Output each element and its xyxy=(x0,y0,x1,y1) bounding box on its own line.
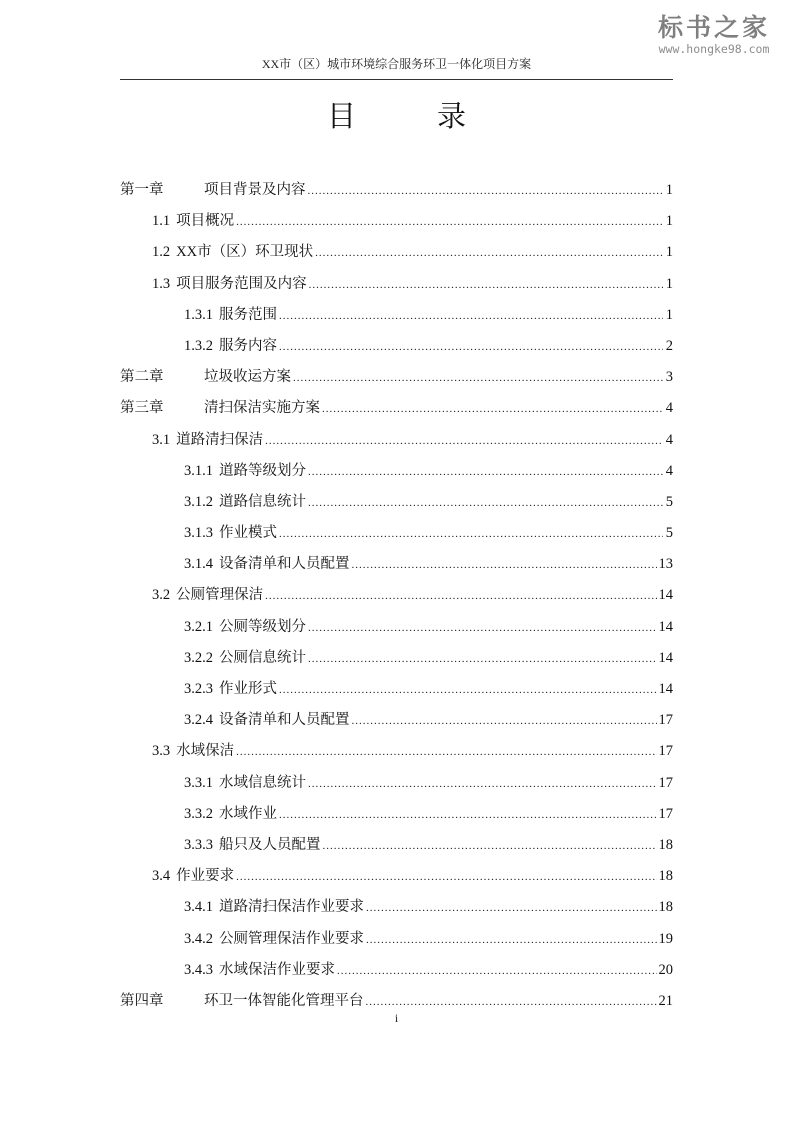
toc-entry-number: 3.2 xyxy=(152,587,171,604)
toc-entry[interactable] xyxy=(120,300,673,331)
toc-entry-page: 1 xyxy=(665,182,673,198)
toc-entry[interactable] xyxy=(120,393,673,424)
toc-entry[interactable] xyxy=(120,643,673,674)
watermark-logo xyxy=(649,14,779,56)
toc-entry-page: 13 xyxy=(658,556,673,573)
toc-entry[interactable] xyxy=(120,487,673,518)
toc-entry-title: 项目背景及内容 xyxy=(204,182,306,198)
toc-entry-title: 水域保洁作业要求 xyxy=(219,961,335,978)
toc-dot-leader xyxy=(308,769,657,800)
toc-entry-number: 3.3.1 xyxy=(184,774,213,791)
header-rule xyxy=(120,79,673,80)
toc-entry[interactable] xyxy=(120,362,673,393)
toc-dot-leader xyxy=(323,831,657,862)
toc-entry[interactable] xyxy=(120,861,673,892)
toc-dot-leader xyxy=(337,956,657,987)
toc-entry[interactable] xyxy=(120,705,673,736)
toc-entry[interactable] xyxy=(120,237,673,268)
toc-entry-number: 第二章 xyxy=(120,369,164,386)
toc-entry-title: 道路清扫保洁 xyxy=(176,431,264,448)
toc-dot-leader xyxy=(308,644,657,675)
toc-entry[interactable] xyxy=(120,892,673,923)
toc-entry-title: 项目服务范围及内容 xyxy=(176,275,307,292)
toc-dot-leader xyxy=(279,800,657,831)
toc-entry[interactable] xyxy=(120,674,673,705)
toc-entry-page: 19 xyxy=(658,930,673,947)
toc-entry[interactable] xyxy=(120,549,673,580)
toc-entry-number: 1.3.1 xyxy=(184,306,213,323)
toc-entry-title: 服务范围 xyxy=(219,306,277,323)
toc-entry-page: 1 xyxy=(665,306,673,323)
toc-entry-title: 垃圾收运方案 xyxy=(204,369,291,386)
toc-dot-leader xyxy=(309,270,663,301)
toc-entry-number: 3.4.2 xyxy=(184,930,213,947)
toc-entry-number: 3.4 xyxy=(152,868,171,885)
toc-dot-leader xyxy=(352,550,657,581)
toc-entry-page: 14 xyxy=(658,681,673,697)
toc-entry-number: 1.1 xyxy=(152,213,171,230)
toc-entry-title: 设备清单和人员配置 xyxy=(219,556,350,573)
toc-entry-title: 道路等级划分 xyxy=(219,462,306,479)
toc-dot-leader xyxy=(293,363,663,394)
toc-entry[interactable] xyxy=(120,955,673,986)
toc-entry-number: 3.4.3 xyxy=(184,961,213,978)
toc-dot-leader xyxy=(315,238,663,269)
running-header: XX市（区）城市环境综合服务环卫一体化项目方案 xyxy=(261,57,532,71)
toc-entry-page: 21 xyxy=(658,992,673,1009)
toc-dot-leader xyxy=(308,457,663,488)
toc-dot-leader xyxy=(279,519,663,550)
toc-entry-title: 环卫一体智能化管理平台 xyxy=(204,992,364,1009)
toc-dot-leader xyxy=(308,176,664,207)
toc-entry[interactable] xyxy=(120,206,673,237)
toc-entry-title: 道路清扫保洁作业要求 xyxy=(219,899,364,916)
toc-entry-title: 水域作业 xyxy=(219,805,277,822)
toc-dot-leader xyxy=(236,207,663,238)
toc-dot-leader xyxy=(366,893,657,924)
toc-entry-page: 14 xyxy=(658,587,673,604)
toc-entry-page: 4 xyxy=(665,400,673,417)
toc-entry-page: 17 xyxy=(658,743,673,760)
toc-entry[interactable] xyxy=(120,580,673,611)
watermark-name: 标书之家 xyxy=(657,13,770,42)
toc-dot-leader xyxy=(236,737,656,768)
toc-entry-page: 1 xyxy=(665,213,673,230)
toc-entry-title: XX市（区）环卫现状 xyxy=(176,244,314,261)
toc-dot-leader xyxy=(366,925,657,956)
toc-dot-leader xyxy=(308,488,663,519)
toc-entry-number: 第四章 xyxy=(120,992,164,1009)
toc-dot-leader xyxy=(322,394,663,425)
toc-entry[interactable] xyxy=(120,924,673,955)
toc-entry-number: 3.1.3 xyxy=(184,525,213,542)
toc-entry-page: 18 xyxy=(658,836,673,853)
toc-dot-leader xyxy=(265,581,656,612)
toc-entry-page: 1 xyxy=(665,275,673,292)
toc-entry-title: 作业形式 xyxy=(219,681,277,697)
toc-dot-leader xyxy=(308,613,657,644)
toc-entry-title: 公厕信息统计 xyxy=(219,649,306,666)
toc-entry-title: 船只及人员配置 xyxy=(219,836,321,853)
toc-entry-number: 3.1.2 xyxy=(184,493,213,510)
toc-entry-number: 第三章 xyxy=(120,400,164,417)
toc-entry-number: 3.2.1 xyxy=(184,618,213,635)
toc-entry-number: 3.2.4 xyxy=(184,712,213,729)
watermark-url: www.hongke98.com xyxy=(658,42,770,56)
toc-entry-title: 公厕管理保洁作业要求 xyxy=(219,930,364,947)
toc-entry[interactable] xyxy=(120,736,673,767)
toc-dot-leader xyxy=(279,301,663,332)
toc-entry-page: 5 xyxy=(665,493,673,510)
toc-entry[interactable] xyxy=(120,175,673,206)
toc-dot-leader xyxy=(352,706,657,737)
toc-entry-page: 14 xyxy=(658,618,673,635)
page-number: i xyxy=(394,1011,399,1025)
toc-entry-title: 公厕等级划分 xyxy=(219,618,306,635)
toc-entry-page: 14 xyxy=(658,649,673,666)
toc-entry-page: 1 xyxy=(665,244,673,261)
toc-entry-number: 3.2.2 xyxy=(184,649,213,666)
toc-entry-page: 17 xyxy=(658,774,673,791)
toc-entry[interactable] xyxy=(120,456,673,487)
toc-entry-page: 4 xyxy=(665,462,673,479)
toc-entry[interactable] xyxy=(120,425,673,456)
toc-entry-title: 道路信息统计 xyxy=(219,493,306,510)
toc-dot-leader xyxy=(265,426,663,457)
toc-entry-page: 17 xyxy=(658,712,673,729)
toc-entry-number: 第一章 xyxy=(120,182,164,198)
toc-entry-title: 项目概况 xyxy=(176,213,235,230)
toc-entry-number: 1.2 xyxy=(152,244,171,261)
toc-entry-title: 作业模式 xyxy=(219,525,277,542)
toc-entry-number: 3.3.3 xyxy=(184,836,213,853)
toc-dot-leader xyxy=(236,862,656,893)
toc-entry-page: 4 xyxy=(665,431,673,448)
toc-title: 目 录 xyxy=(326,99,492,133)
toc-entry-number: 1.3.2 xyxy=(184,337,213,354)
toc-dot-leader xyxy=(279,332,663,363)
toc-entry[interactable] xyxy=(120,612,673,643)
toc-entry-title: 水域保洁 xyxy=(176,743,235,760)
toc-entry-title: 服务内容 xyxy=(219,337,277,354)
toc-entry-page: 20 xyxy=(658,961,673,978)
toc-entry-page: 18 xyxy=(658,868,673,885)
toc-entry[interactable] xyxy=(120,518,673,549)
toc-entry-title: 水域信息统计 xyxy=(219,774,306,791)
toc-entry-page: 2 xyxy=(665,337,673,354)
toc-entry-page: 18 xyxy=(658,899,673,916)
toc-entry-number: 3.3.2 xyxy=(184,805,213,822)
toc-entry-number: 3.1.4 xyxy=(184,556,213,573)
toc-entry[interactable] xyxy=(120,799,673,830)
toc-entry-number: 3.1 xyxy=(152,431,171,448)
toc-dot-leader xyxy=(279,675,657,706)
toc-entry-number: 3.1.1 xyxy=(184,462,213,479)
toc-entry-page: 5 xyxy=(665,525,673,542)
toc-entry[interactable] xyxy=(120,331,673,362)
toc-entry-number: 3.4.1 xyxy=(184,899,213,916)
toc-entry-title: 清扫保洁实施方案 xyxy=(204,400,320,417)
toc-entry-title: 作业要求 xyxy=(176,868,235,885)
toc-entry-number: 3.3 xyxy=(152,743,171,760)
toc-entry[interactable] xyxy=(120,269,673,300)
toc-entry-page: 17 xyxy=(658,805,673,822)
table-of-contents xyxy=(120,175,673,1017)
toc-entry-title: 设备清单和人员配置 xyxy=(219,712,350,729)
toc-entry-number: 1.3 xyxy=(152,275,171,292)
toc-entry[interactable] xyxy=(120,830,673,861)
toc-entry-number: 3.2.3 xyxy=(184,681,213,697)
toc-entry-page: 3 xyxy=(665,369,673,386)
toc-entry-title: 公厕管理保洁 xyxy=(176,587,264,604)
toc-entry[interactable] xyxy=(120,768,673,799)
